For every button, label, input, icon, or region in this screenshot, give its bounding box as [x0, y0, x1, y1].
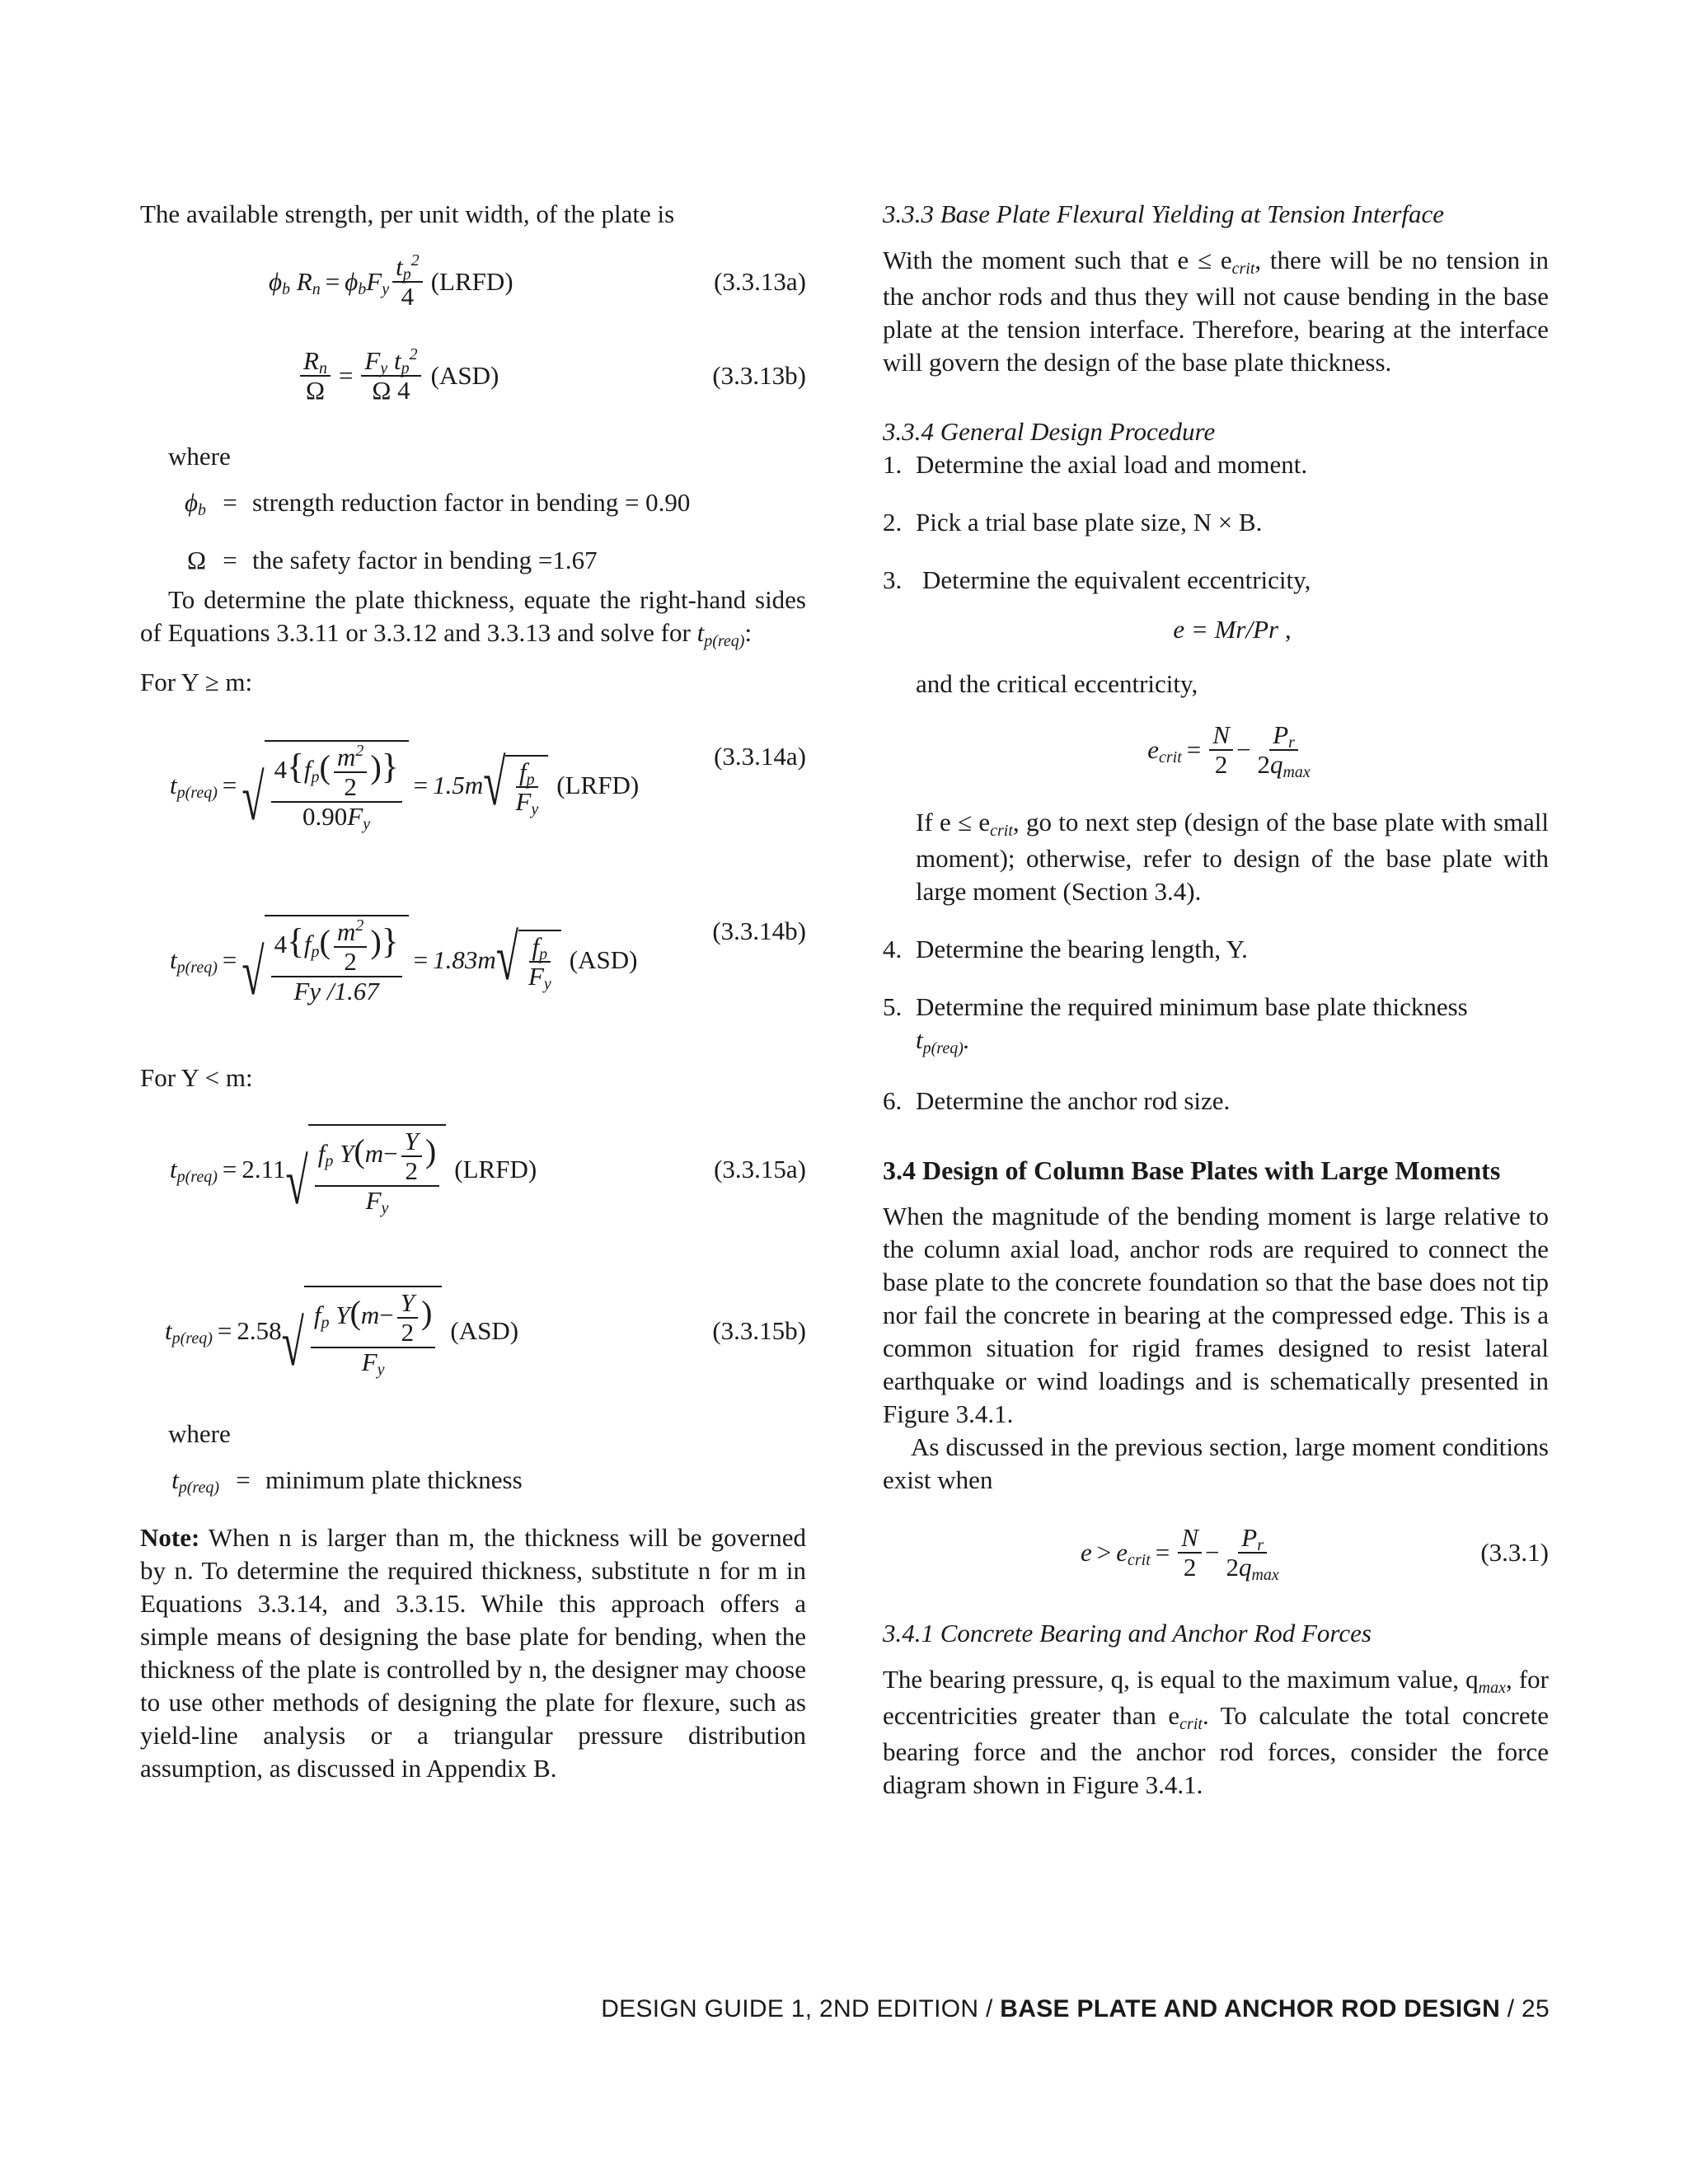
for-y-lt-m: For Y < m:	[140, 1063, 253, 1092]
eq-14b-label: (ASD)	[569, 945, 638, 974]
step-3: 3. Determine the equivalent eccentricity, e = Mr/Pr , and the critical eccentricity, $e_{crit}$ = $\frac{N}{2}$ − $\frac{P_r}{2q_{max}}$ If e ≤ ecrit, go to next step (design of the base plate with small moment); otherwise, refer to design of the base plate with large moment (Section 3.4).	[883, 564, 1549, 908]
equation-3-3-14b: $t_{p(req)}$ = √ $4\{f_p$( $\frac{m^2}{2}$ )} Fy /1.67 = 1.83m √ $\frac{f_p}{F_y}$ (ASD) (3.3.14b)	[170, 916, 806, 1009]
equation-3-3-14a: $t_{p(req)}$ = √ $4\{f_p$( $\frac{m^2}{2}$ )} $0.90F_y$ = 1.5m √ $\frac{f_p}{F_y}$ (LRFD) (3.3.14a)	[170, 742, 806, 834]
step-5: 5. Determine the required minimum base plate thickness tp(req).	[883, 992, 1468, 1057]
paragraph-3-3-3: With the moment such that e ≤ ecrit, there will be no tension in the anchor rods and thus they will not cause bending in the base plate at the tension interface. Therefore, bearing at the interface will govern the design of the base plate thickness.	[883, 246, 1549, 377]
eq-13a-number: (3.3.13a)	[714, 267, 806, 296]
critical-eccentricity-eq: $e_{crit}$ = $\frac{N}{2}$ − $\frac{P_r}{2q_{max}}$	[1147, 720, 1311, 781]
note-label: Note:	[140, 1523, 200, 1552]
intro-paragraph: The available strength, per unit width, of the plate is	[140, 199, 675, 228]
definition-phi: $\phi_b$ = strength reduction factor in bending = 0.90	[184, 488, 691, 519]
eq-14b-denominator: Fy /1.67	[293, 977, 379, 1005]
equation-3-3-1: e > $e_{crit}$ = $\frac{N}{2}$ − $\frac{P_r}{2q_{max}}$ (3.3.1)	[1081, 1523, 1549, 1584]
equation-3-3-15b: $t_{p(req)}$ = 2.58 √ $f_p$ Y(m− $\frac{Y}{2}$ ) $F_y$ (ASD) (3.3.15b)	[140, 1261, 806, 1401]
paragraph-3-4-2: As discussed in the previous section, large moment conditions exist when	[883, 1432, 1549, 1494]
definition-omega: Ω = the safety factor in bending =1.67	[186, 546, 598, 574]
eq-14a-label: (LRFD)	[556, 771, 640, 799]
footer-prefix: DESIGN GUIDE 1, 2ND EDITION /	[601, 1995, 1001, 2022]
definition-tp-req: $t_{p(req)}$ = minimum plate thickness	[171, 1465, 523, 1497]
equivalent-eccentricity-eq: e = Mr/Pr ,	[1173, 615, 1292, 644]
eq-13b-number: (3.3.13b)	[712, 361, 806, 390]
footer-title: BASE PLATE AND ANCHOR ROD DESIGN	[1000, 1995, 1501, 2022]
eq-15b-label: (ASD)	[450, 1316, 519, 1345]
step-2: 2. Pick a trial base plate size, N × B.	[883, 508, 1263, 537]
eq-14a-coef: 1.5m	[433, 771, 484, 799]
where-label-2: where	[168, 1419, 231, 1448]
right-column	[883, 198, 1549, 1802]
step-3-condition: If e ≤ ecrit, go to next step (design of the base plate with small moment); otherwise, refer to design of the base plate with large moment (Section 3.4).	[916, 808, 1549, 906]
step-1: 1. Determine the axial load and moment.	[883, 450, 1308, 479]
eq-14a-number: (3.3.14a)	[714, 742, 806, 771]
eq-15b-number: (3.3.15b)	[712, 1316, 806, 1345]
footer-page-number: / 25	[1500, 1995, 1550, 2022]
left-column	[140, 198, 806, 1785]
equation-3-3-13b: $\frac{R_n}{\Omega}$ = $\frac{F_y t_p^2}{\Omega 4}$ (ASD) (3.3.13b)	[140, 336, 806, 415]
paragraph-3-4-1-bearing: The bearing pressure, q, is equal to the maximum value, qmax, for eccentricities greater than ecrit. To calculate the total concrete bearing force and the anchor rod forces, consider the force diagram shown in Figure 3.4.1.	[883, 1665, 1549, 1799]
eq-15a-label: (LRFD)	[454, 1155, 537, 1183]
note-paragraph: Note: When n is larger than m, the thickness will be governed by n. To determine the required thickness, substitute n for m in Equations 3.3.14, and 3.3.15. While this approach offers a simple means of designing the base plate for bending, when the thickness of the plate is controlled by n, the designer may choose to use other methods of designing the plate for flexure, such as yield-line analysis or a triangular pressure distribution assumption, as discussed in Appendix B.	[140, 1523, 806, 1783]
eq-15a-coef: 2.11	[241, 1155, 286, 1183]
eq-15a-number: (3.3.15a)	[714, 1155, 806, 1183]
heading-3-4-1: 3.4.1 Concrete Bearing and Anchor Rod Forces	[883, 1619, 1372, 1647]
eq-13b-label: (ASD)	[430, 361, 499, 390]
step-4: 4. Determine the bearing length, Y.	[883, 935, 1248, 963]
equation-3-3-13a: $\phi_b$ $R_n$ = $\phi_bF_y$ $\frac{t_p^2}{4}$ (LRFD) (3.3.13a)	[269, 251, 806, 311]
eq-15b-coef: 2.58	[237, 1316, 282, 1345]
step-6: 6. Determine the anchor rod size.	[883, 1086, 1231, 1115]
eq-14b-coef: 1.83m	[433, 945, 496, 974]
eq-331-number: (3.3.1)	[1480, 1538, 1549, 1567]
for-y-ge-m: For Y ≥ m:	[140, 668, 253, 696]
design-procedure-list	[883, 448, 1549, 1118]
eq-14b-number: (3.3.14b)	[712, 916, 806, 945]
equation-3-3-15a: $t_{p(req)}$ = 2.11 √ $f_p$ Y(m− $\frac{Y}{2}$ ) $F_y$ (LRFD) (3.3.15a)	[140, 1099, 806, 1240]
paragraph-3-4-1: When the magnitude of the bending moment is large relative to the column axial load, anchor rods are required to connect the base plate to the concrete foundation so that the base does not tip nor fail the concrete in bearing at the compressed edge. This is a common situation for rigid frames designed to resist lateral earthquake or wind loadings and is schematically presented in Figure 3.4.1.	[883, 1202, 1549, 1428]
page-footer	[601, 1993, 1550, 2026]
where-label: where	[168, 442, 231, 471]
heading-3-3-3: 3.3.3 Base Plate Flexural Yielding at Tension Interface	[883, 199, 1445, 228]
critical-eccentricity-text: and the critical eccentricity,	[916, 669, 1198, 698]
thickness-paragraph: To determine the plate thickness, equate the right-hand sides of Equations 3.3.11 or 3.3.12 and 3.3.13 and solve for tp(req):	[140, 585, 806, 650]
heading-3-4: 3.4 Design of Column Base Plates with Large Moments	[883, 1155, 1501, 1185]
heading-3-3-4: 3.3.4 General Design Procedure	[883, 417, 1216, 446]
eq-13a-label: (LRFD)	[430, 267, 513, 296]
